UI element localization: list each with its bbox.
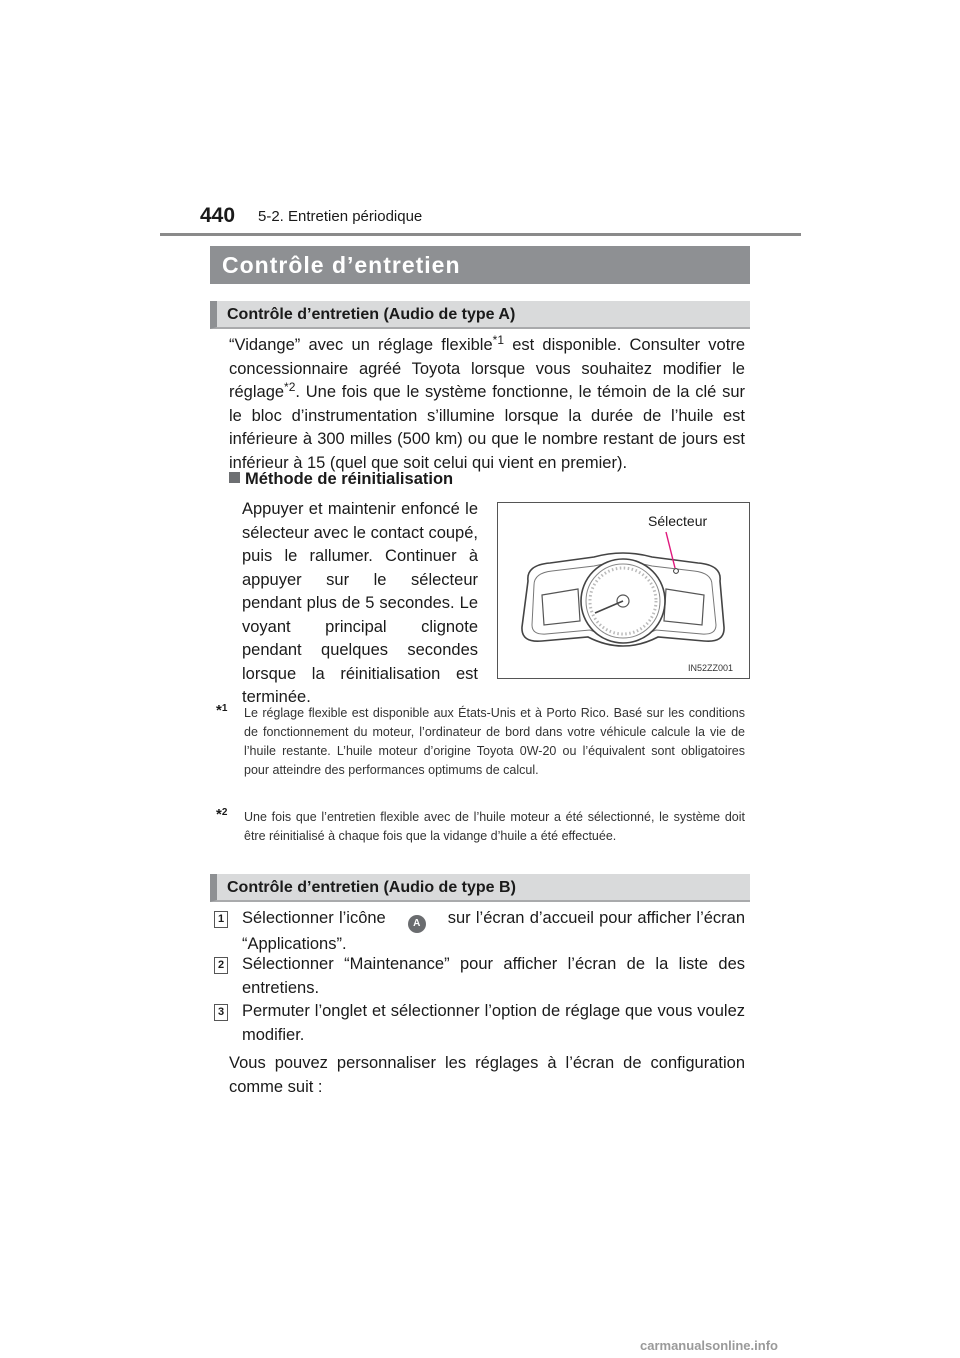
step-1-text-after: sur l’écran d’accueil pour afficher l’écran “Applications”.: [242, 909, 746, 953]
footnote-2-text: Une fois que l’entretien flexible avec de l’huile moteur a été sélectionné, le système doit être réinitialisé à chaque fois que la vidange d’huile a été effectuée.: [244, 810, 745, 843]
figure-code: IN52ZZ001: [688, 663, 734, 673]
intro-text-1: “Vidange” avec un réglage flexible: [229, 336, 493, 354]
step-1-text: [242, 907, 745, 957]
step-3-text: Permuter l’onglet et sélectionner l’option de réglage que vous voulez modifier.: [242, 1002, 745, 1044]
step-number-3: 3: [214, 1004, 228, 1021]
footnote-ref-2: *2: [284, 380, 296, 394]
section-b-heading: Contrôle d’entretien (Audio de type B): [210, 874, 750, 902]
step-1-text-before: Sélectionner l’icône: [242, 909, 386, 927]
final-paragraph: Vous pouvez personnaliser les réglages à l’écran de configuration comme suit :: [229, 1054, 745, 1096]
method-paragraph: Appuyer et maintenir enfoncé le sélecteur avec le contact coupé, puis le rallumer. Continuer à appuyer sur le sélecteur pendant plus de 5 secondes. Le voyant principal clignote pendant quelques secondes lorsque la réinitialisation est terminée.: [242, 500, 478, 706]
instrument-cluster-figure: [497, 502, 750, 679]
footnote-2-marker: [216, 806, 227, 823]
footnote-1-number: 1: [221, 703, 228, 714]
method-heading-text: Méthode de réinitialisation: [245, 470, 454, 488]
footnote-1-text: Le réglage flexible est disponible aux États-Unis et à Porto Rico. Basé sur les conditions de fonctionnement du moteur, l’ordinateur de bord dans votre véhicule calcule la vie de l’huile restante. L’huile moteur d’origine Toyota 0W-20 ou l’équivalent sont obligatoires pour atteindre des performances optimums de calcul.: [244, 706, 745, 777]
footnote-1-marker: [216, 702, 227, 719]
footnote-2-number: 2: [221, 807, 228, 818]
intro-text-3: . Une fois que le système fonctionne, le témoin de la clé sur le bloc d’instrumentation s’illumine lorsque la durée de l’huile est inférieure à 300 milles (500 km) ou que le nombre restant de jours est inférieur à 15 (quel que soit celui qui vient en premier).: [229, 383, 745, 472]
footnote-2-star: *: [216, 806, 222, 823]
applications-icon: A: [408, 915, 426, 933]
square-bullet-icon: [229, 472, 240, 483]
intro-paragraph: [229, 334, 745, 475]
header-divider: [160, 233, 801, 236]
section-breadcrumb: 5-2. Entretien périodique: [258, 208, 423, 225]
section-a-heading: Contrôle d’entretien (Audio de type A): [210, 301, 750, 329]
footnote-ref-1: *1: [492, 333, 504, 347]
watermark: carmanualsonline.info: [640, 1338, 778, 1353]
selector-callout-label: Sélecteur: [648, 513, 708, 529]
intro-text-2: est disponible. Consulter votre concessionnaire agréé Toyota lorsque vous souhaitez modifier le réglage: [229, 336, 745, 401]
step-number-2: 2: [214, 957, 228, 974]
page-number: 440: [200, 204, 236, 227]
method-heading: [229, 470, 453, 489]
footnote-1-star: *: [216, 702, 222, 719]
step-number-1: 1: [214, 911, 228, 928]
step-2-text: Sélectionner “Maintenance” pour afficher l’écran de la liste des entretiens.: [242, 955, 745, 997]
instrument-cluster-illustration: [498, 503, 750, 679]
page-title: Contrôle d’entretien: [210, 246, 750, 284]
